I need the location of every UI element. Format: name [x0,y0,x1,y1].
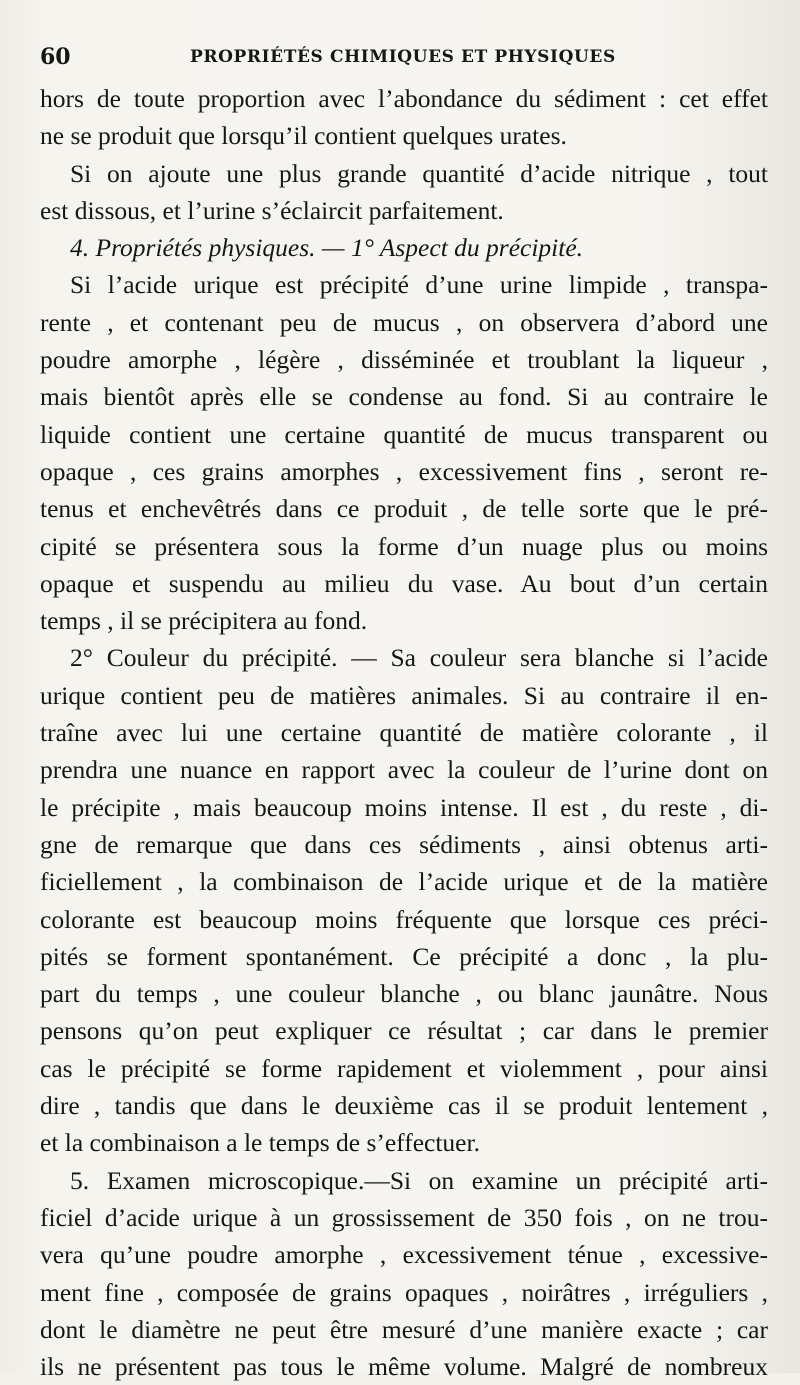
text-line: et la combinaison a le temps de s’effectuer. [40,1128,480,1158]
text-line: traîne avec lui une certaine quantité de matière colorante , il [40,718,768,748]
text-line: hors de toute proportion avec l’abondance du sédiment : cet effet [40,84,768,113]
text-line: colorante est beaucoup moins fréquente que lorsque ces préci- [40,904,768,934]
text-line: pensons qu’on peut expliquer ce résultat ; car dans le premier [40,1016,768,1046]
page-number: 60 [40,44,71,70]
text-line: part du temps , une couleur blanche , ou blanc jaunâtre. Nous [40,979,768,1009]
text-line: rente , et contenant peu de mucus , on observera d’abord une [40,307,768,337]
running-title: PROPRIÉTÉS CHIMIQUES ET PHYSIQUES [190,47,616,67]
text-line: liquide contient une certaine quantité de mucus transparent ou [40,419,768,449]
text-line: ment fine , composée de grains opaques , noirâtres , irréguliers , [40,1277,768,1307]
text-line: Si l’acide urique est précipité d’une urine limpide , transpa- [70,270,768,300]
text-line: urique contient peu de matières animales. Si au contraire il en- [40,680,768,710]
text-line: poudre amorphe , légère , disséminée et troublant la liqueur , [40,345,768,375]
section-heading-microscopic-exam: 5. Examen microscopique.—Si on examine un précipité arti- [70,1165,768,1195]
text-line: mais bientôt après elle se condense au fond. Si au contraire le [40,382,768,412]
text-line: opaque , ces grains amorphes , excessivement fins , seront re- [40,456,768,486]
text-line: pités se forment spontanément. Ce précipité a donc , la plu- [40,941,768,971]
body-text [40,80,768,1385]
text-line: cas le précipité se forme rapidement et violemment , pour ainsi [40,1053,768,1083]
text-line: dire , tandis que dans le deuxième cas il se produit lentement , [40,1091,768,1121]
text-line: ficiellement , la combinaison de l’acide urique et de la matière [40,867,768,897]
text-line: le précipite , mais beaucoup moins intense. Il est , du reste , di- [40,792,768,822]
text-line: est dissous, et l’urine s’éclaircit parfaitement. [40,195,504,225]
text-line: ne se produit que lorsqu’il contient quelques urates. [40,121,567,151]
text-line: ficiel d’acide urique à un grossissement de 350 fois , on ne trou- [40,1202,768,1232]
text-line: temps , il se précipitera au fond. [40,606,368,636]
text-line: prendra une nuance en rapport avec la couleur de l’urine dont on [40,755,768,785]
text-line: gne de remarque que dans ces sédiments , ainsi obtenus arti- [40,829,768,859]
text-line: opaque et suspendu au milieu du vase. Au bout d’un certain [40,568,768,598]
text-line: ils ne présentent pas tous le même volume. Malgré de nombreux [40,1352,768,1382]
text-line: tenus et enchevêtrés dans ce produit , de telle sorte que le pré- [40,494,768,524]
section-heading-physical-properties: 4. Propriétés physiques. — 1° Aspect du précipité. [70,233,584,263]
text-line: vera qu’une poudre amorphe , excessivement ténue , excessive- [40,1240,768,1270]
text-line: dont le diamètre ne peut être mesuré d’une manière exacte ; car [40,1314,768,1344]
page-header [40,44,740,80]
text-line: Si on ajoute une plus grande quantité d’acide nitrique , tout [70,158,768,188]
text-line: cipité se présentera sous la forme d’un nuage plus ou moins [40,531,768,561]
subsection-color-of-precipitate: 2° Couleur du précipité. — Sa couleur sera blanche si l’acide [70,643,768,673]
